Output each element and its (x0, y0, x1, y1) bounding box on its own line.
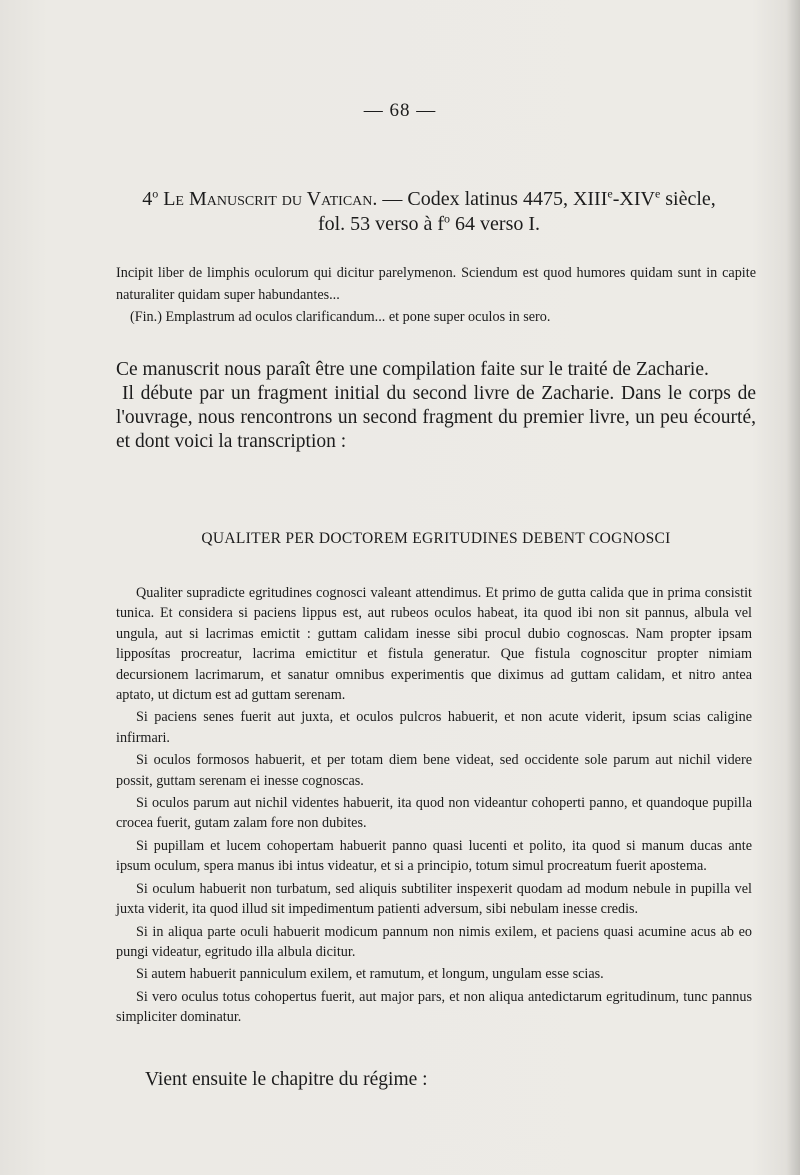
heading-line-1 (104, 187, 754, 212)
heading-rest-c: siècle, (660, 188, 716, 210)
latin-paragraph: Si paciens senes fuerit aut juxta, et oculos pulcros habuerit, et non acute viderit, ipsum scias caligine infirmari. (116, 709, 752, 746)
closing-line: Vient ensuite le chapitre du régime : (145, 1069, 428, 1090)
heading-line2-b: 64 verso I. (450, 213, 541, 235)
heading-rest-a: — Codex latinus 4475, XIII (377, 188, 608, 210)
page-number: — 68 — (363, 100, 437, 121)
commentary-paragraph-2: Il débute par un fragment initial du second livre de Zacharie. Dans le corps de l'ouvrage, nous rencontrons un second fragment du premier livre, un peu écourté, et dont voici la transcription : (116, 383, 756, 452)
section-heading (104, 187, 754, 237)
latin-transcription (116, 583, 752, 1030)
latin-paragraph: Si oculum habuerit non turbatum, sed aliquis subtiliter inspexerit quodam ad modum nebule in pupilla vel juxta viderit, ita quod illud sit impedimentum patienti adversum, sibi nebulam inesse credis. (116, 880, 752, 918)
incipit-block (116, 262, 756, 328)
latin-paragraph: Si autem habuerit panniculum exilem, et ramutum, et longum, ungulam esse scias. (136, 966, 604, 983)
heading-sup-e2: e (654, 186, 661, 201)
heading-line2-a: fol. 53 verso à f (317, 213, 445, 235)
latin-paragraph: Si oculos parum aut nichil videntes habuerit, ita quod non videantur cohoperti panno, et quandoque pupilla crocea fuerit, gutam zalam fore non dubites. (116, 795, 752, 832)
latin-paragraph: Qualiter supradicte egritudines cognosci valeant attendimus. Et primo de gutta calida que in prima consistit tunica. Et considera si paciens lippus est, aut rubeos oculos habeat, ita quod ibi non sit pannus, albula vel ungula, aut si lacrimas emictit : guttam calidam inesse sibi procul dubio cognoscas. Nam propter ipsam lipposítas procreatur, lacrima emictitur et fistula generatur. Que fistula cognoscitur propter nimiam decursionem lacrimarum, et sanatur omnibus experimentis que diximus ad guttam calidam, et nitro antea aptato, ut dictum est ad guttam serenam. (116, 585, 752, 704)
heading-rest-b: -XIV (612, 188, 655, 210)
latin-paragraph: Si in aliqua parte oculi habuerit modicum pannum non nimis exilem, et paciens quasi acumine acus ab eo pungi videatur, egritudo illa albula dicitur. (116, 923, 752, 960)
incipit-text: Incipit liber de limphis oculorum qui dicitur parelymenon. Sciendum est quod humores quidam sunt in capite naturaliter quidam super habundantes... (116, 265, 756, 303)
heading-line-2 (104, 212, 754, 237)
heading-number: 4 (142, 188, 153, 210)
latin-paragraph: Si oculos formosos habuerit, et per totam diem bene videat, sed occidente sole parum aut nichil videre possit, guttam serenam ei inesse cognoscas. (116, 752, 752, 789)
incipit-fin: (Fin.) Emplastrum ad oculos clarificandum... et pone super oculos in sero. (130, 309, 551, 325)
heading-number-sup: o (152, 186, 159, 201)
heading-sup-e1: e (607, 186, 613, 201)
heading-line2-sup: o (444, 211, 451, 226)
transcription-title: QUALITER PER DOCTOREM EGRITUDINES DEBENT COGNOSCI (201, 530, 671, 547)
page-edge-shadow (786, 0, 800, 1175)
commentary-paragraph-1: Ce manuscrit nous paraît être une compilation faite sur le traité de Zacharie. (116, 359, 709, 380)
latin-paragraph: Si vero oculus totus cohopertus fuerit, aut major pars, et non aliqua antedictarum egritudinum, tunc pannus simpliciter dominatur. (116, 988, 752, 1026)
latin-paragraph: Si pupillam et lucem cohopertam habuerit panno quasi lucenti et polito, ita quod si manum ducas ante ipsum oculum, spera manus ibi intus videatur, et si a principio, totum simul procreatum fuerit apostema. (116, 837, 752, 875)
commentary-block (116, 358, 756, 454)
heading-manuscript: Le Manuscrit du Vatican. (163, 188, 378, 210)
